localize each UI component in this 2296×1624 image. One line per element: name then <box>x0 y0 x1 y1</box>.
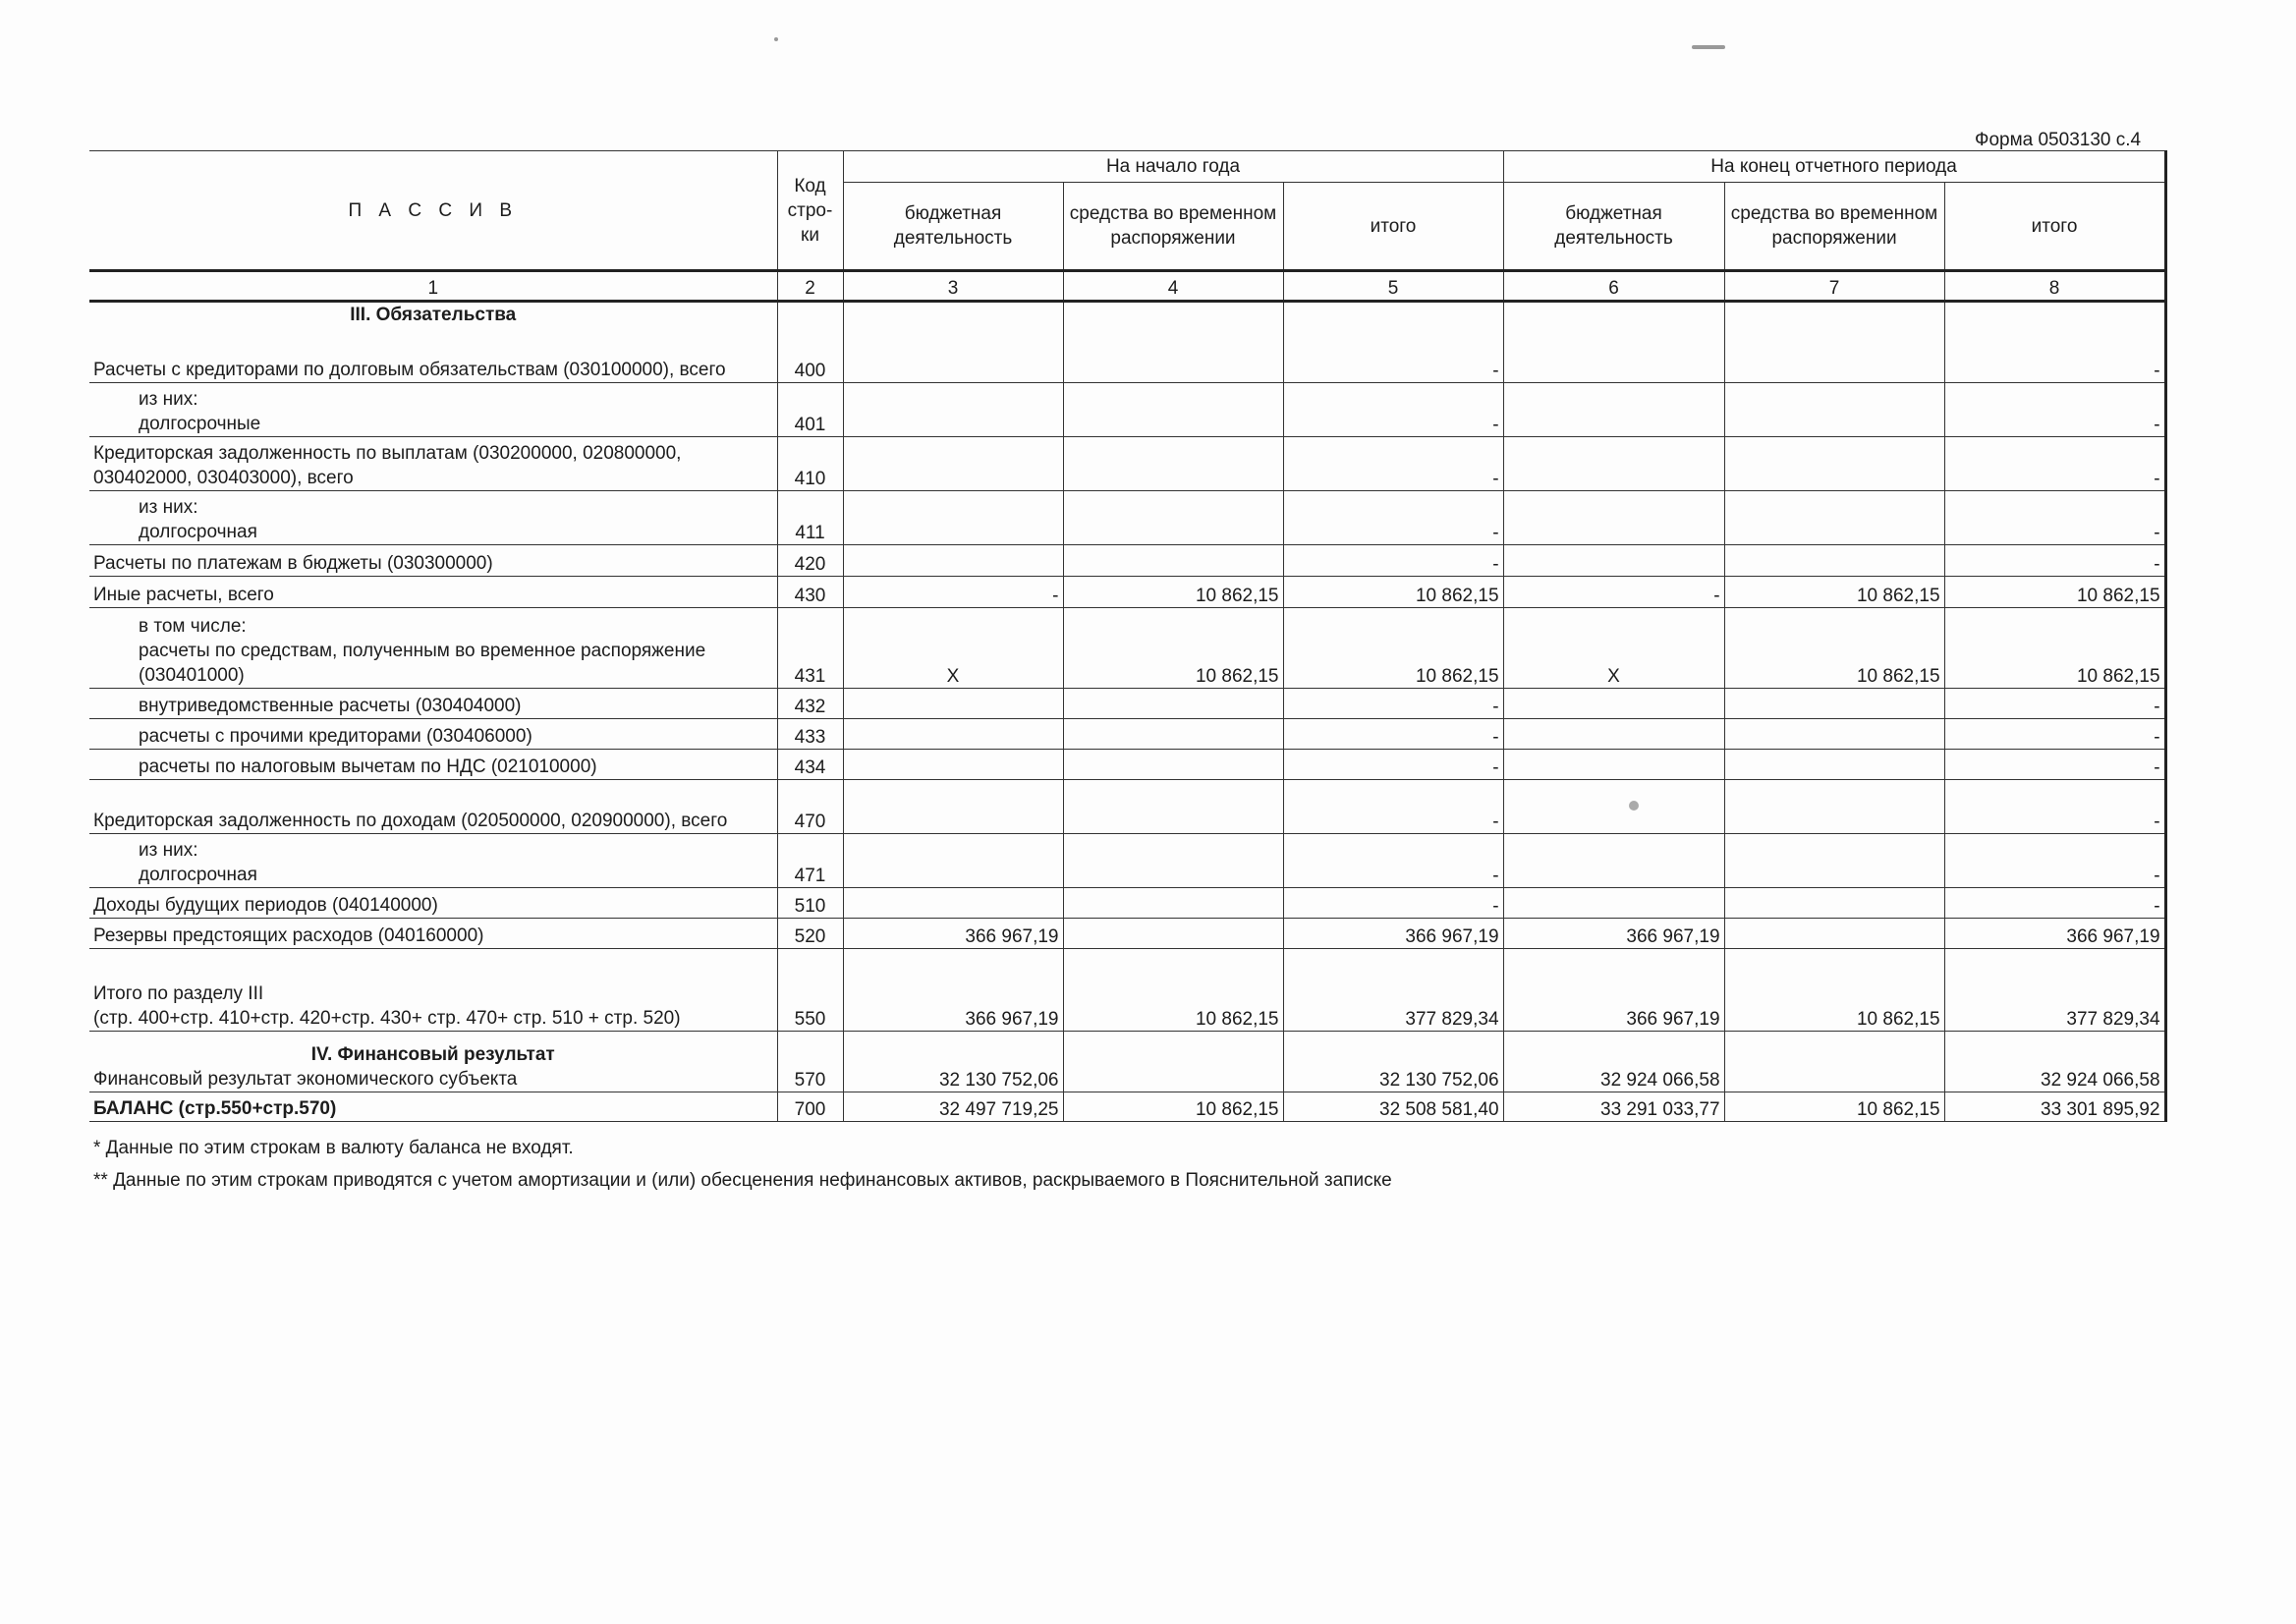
value-cell: 366 967,19 <box>843 948 1063 1031</box>
value-cell <box>1503 779 1724 833</box>
row-code: 510 <box>777 887 843 918</box>
balance-row <box>89 1092 2165 1121</box>
table-row <box>89 382 2165 436</box>
form-code: Форма 0503130 с.4 <box>1975 130 2142 150</box>
value-cell: - <box>1283 688 1503 718</box>
value-cell: 366 967,19 <box>1283 918 1503 948</box>
row-label: Иные расчеты, всего <box>89 576 777 607</box>
value-cell <box>1724 1031 1944 1092</box>
value-cell <box>1063 779 1283 833</box>
row-code: 400 <box>777 327 843 382</box>
value-cell: 10 862,15 <box>1063 607 1283 688</box>
value-cell: - <box>1283 490 1503 544</box>
row-label: Резервы предстоящих расходов (040160000) <box>89 918 777 948</box>
value-cell <box>1724 544 1944 576</box>
value-cell: - <box>1503 576 1724 607</box>
value-cell: - <box>1944 887 2165 918</box>
value-cell: 10 862,15 <box>1283 607 1503 688</box>
value-cell: 10 862,15 <box>1944 607 2165 688</box>
value-cell: - <box>1283 544 1503 576</box>
value-cell: 377 829,34 <box>1944 948 2165 1031</box>
table-row <box>89 327 2165 382</box>
value-cell <box>843 327 1063 382</box>
row-label: из них: долгосрочные <box>89 382 777 436</box>
value-cell: - <box>1944 779 2165 833</box>
footnote-2: ** Данные по этим строкам приводятся с учетом амортизации и (или) обесценения нефинансовых активов, раскрываемого в Пояснительной записке <box>93 1170 1392 1191</box>
row-label: из них: долгосрочная <box>89 490 777 544</box>
value-cell <box>843 382 1063 436</box>
value-cell: 10 862,15 <box>1063 948 1283 1031</box>
row-label: в том числе: расчеты по средствам, полученным во временное распоряжение (030401000) <box>89 607 777 688</box>
value-cell: - <box>1283 327 1503 382</box>
row-label: Расчеты с кредиторами по долговым обязательствам (030100000), всего <box>89 327 777 382</box>
row-label: внутриведомственные расчеты (030404000) <box>89 688 777 718</box>
value-cell: 32 130 752,06 <box>1283 1031 1503 1092</box>
table-row <box>89 718 2165 749</box>
value-cell: 33 301 895,92 <box>1944 1092 2165 1121</box>
table-row <box>89 607 2165 688</box>
row-label: БАЛАНС (стр.550+стр.570) <box>89 1092 777 1121</box>
table-row <box>89 688 2165 718</box>
value-cell: 10 862,15 <box>1724 948 1944 1031</box>
value-cell <box>1503 749 1724 779</box>
row-code: 410 <box>777 436 843 490</box>
value-cell: - <box>1944 833 2165 887</box>
value-cell <box>1063 833 1283 887</box>
table-row <box>89 544 2165 576</box>
value-cell: - <box>1283 749 1503 779</box>
value-cell: 366 967,19 <box>1944 918 2165 948</box>
value-cell <box>1724 749 1944 779</box>
section-3-header-row <box>89 302 2165 328</box>
row-label <box>89 1031 777 1092</box>
value-cell <box>1063 490 1283 544</box>
value-cell: 32 508 581,40 <box>1283 1092 1503 1121</box>
value-cell: 10 862,15 <box>1724 1092 1944 1121</box>
value-cell: X <box>1503 607 1724 688</box>
balance-liabilities-table <box>89 150 2167 1122</box>
row-code: 700 <box>777 1092 843 1121</box>
value-cell: - <box>1283 382 1503 436</box>
value-cell: - <box>1944 544 2165 576</box>
value-cell <box>1503 833 1724 887</box>
value-cell: 366 967,19 <box>843 918 1063 948</box>
value-cell: 33 291 033,77 <box>1503 1092 1724 1121</box>
value-cell <box>1724 918 1944 948</box>
value-cell: 10 862,15 <box>1063 1092 1283 1121</box>
row-code: 433 <box>777 718 843 749</box>
value-cell: - <box>1283 833 1503 887</box>
table-row <box>89 918 2165 948</box>
value-cell <box>1724 382 1944 436</box>
value-cell <box>1063 327 1283 382</box>
code-cell <box>777 302 843 328</box>
value-cell: - <box>1283 887 1503 918</box>
row-code: 550 <box>777 948 843 1031</box>
value-cell: 32 497 719,25 <box>843 1092 1063 1121</box>
column-number: 1 <box>89 271 777 302</box>
value-cell <box>1724 718 1944 749</box>
value-cell <box>1063 1031 1283 1092</box>
value-cell: 32 130 752,06 <box>843 1031 1063 1092</box>
value-cell <box>1063 887 1283 918</box>
value-cell <box>1503 436 1724 490</box>
row-code: 432 <box>777 688 843 718</box>
value-cell: - <box>1944 327 2165 382</box>
value-cell <box>843 779 1063 833</box>
row-code: 420 <box>777 544 843 576</box>
value-cell <box>1063 918 1283 948</box>
column-number: 8 <box>1944 271 2165 302</box>
value-cell: - <box>1944 436 2165 490</box>
column-number: 2 <box>777 271 843 302</box>
value-cell <box>843 544 1063 576</box>
value-cell <box>1944 302 2165 328</box>
value-cell: 32 924 066,58 <box>1944 1031 2165 1092</box>
value-cell <box>1503 688 1724 718</box>
value-cell: - <box>1944 490 2165 544</box>
row-code: 570 <box>777 1031 843 1092</box>
value-cell <box>843 887 1063 918</box>
scan-mark <box>1629 801 1639 811</box>
value-cell: 10 862,15 <box>1283 576 1503 607</box>
row-label: Расчеты по платежам в бюджеты (030300000) <box>89 544 777 576</box>
value-cell: - <box>1283 779 1503 833</box>
header-temp: средства во временном распоряжении <box>1724 183 1944 271</box>
total-label-line1: Итого по разделу III <box>93 982 264 1004</box>
value-cell <box>1724 688 1944 718</box>
value-cell <box>843 718 1063 749</box>
value-cell <box>843 302 1063 328</box>
row-code: 411 <box>777 490 843 544</box>
value-cell <box>1724 436 1944 490</box>
value-cell <box>1724 327 1944 382</box>
value-cell <box>1724 302 1944 328</box>
value-cell: - <box>1944 749 2165 779</box>
value-cell: 377 829,34 <box>1283 948 1503 1031</box>
column-numbers-row <box>89 271 2165 302</box>
total-label <box>89 948 777 1031</box>
header-temp: средства во временном распоряжении <box>1063 183 1283 271</box>
table-row <box>89 576 2165 607</box>
value-cell: - <box>1283 436 1503 490</box>
value-cell <box>1503 490 1724 544</box>
value-cell: - <box>1944 718 2165 749</box>
row-label: из них: долгосрочная <box>89 833 777 887</box>
header-code: Код стро- ки <box>777 151 843 271</box>
value-cell <box>1503 382 1724 436</box>
table-row <box>89 436 2165 490</box>
row-label: расчеты с прочими кредиторами (030406000) <box>89 718 777 749</box>
value-cell <box>1063 436 1283 490</box>
value-cell <box>1063 718 1283 749</box>
value-cell: 10 862,15 <box>1724 607 1944 688</box>
value-cell: 32 924 066,58 <box>1503 1031 1724 1092</box>
row-code: 520 <box>777 918 843 948</box>
row-code: 401 <box>777 382 843 436</box>
header-end-of-period: На конец отчетного периода <box>1503 151 2165 183</box>
row-code: 434 <box>777 749 843 779</box>
financial-result-row <box>89 1031 2165 1092</box>
row-code: 430 <box>777 576 843 607</box>
scan-mark <box>1692 45 1725 49</box>
value-cell <box>1503 327 1724 382</box>
value-cell <box>843 833 1063 887</box>
value-cell <box>1724 490 1944 544</box>
table-row <box>89 749 2165 779</box>
row-label: Доходы будущих периодов (040140000) <box>89 887 777 918</box>
header-budget: бюджетная деятельность <box>843 183 1063 271</box>
row-code: 470 <box>777 779 843 833</box>
value-cell <box>1724 779 1944 833</box>
value-cell: 10 862,15 <box>1724 576 1944 607</box>
section-title: IV. Финансовый результат <box>310 1043 555 1065</box>
row-code: 471 <box>777 833 843 887</box>
value-cell: 10 862,15 <box>1944 576 2165 607</box>
row-label: Кредиторская задолженность по доходам (020500000, 020900000), всего <box>89 779 777 833</box>
value-cell <box>843 749 1063 779</box>
scan-mark <box>774 37 778 41</box>
footnote-1: * Данные по этим строкам в валюту баланса не входят. <box>93 1138 574 1158</box>
header-total: итого <box>1944 183 2165 271</box>
value-cell: - <box>1944 688 2165 718</box>
row-label-text: Финансовый результат экономического субъекта <box>93 1068 518 1090</box>
header-total: итого <box>1283 183 1503 271</box>
table-row <box>89 779 2165 833</box>
value-cell <box>843 490 1063 544</box>
value-cell <box>1503 544 1724 576</box>
header-passiv: П А С С И В <box>89 151 777 271</box>
row-code: 431 <box>777 607 843 688</box>
header-start-of-year: На начало года <box>843 151 1503 183</box>
value-cell <box>1063 382 1283 436</box>
column-number: 3 <box>843 271 1063 302</box>
row-label: расчеты по налоговым вычетам по НДС (021010000) <box>89 749 777 779</box>
value-cell <box>1503 887 1724 918</box>
value-cell <box>1503 718 1724 749</box>
total-label-line2: (стр. 400+стр. 410+стр. 420+стр. 430+ стр. 470+ стр. 510 + стр. 520) <box>93 1007 681 1029</box>
value-cell: 366 967,19 <box>1503 918 1724 948</box>
value-cell <box>843 688 1063 718</box>
value-cell <box>1503 302 1724 328</box>
table-row <box>89 490 2165 544</box>
value-cell <box>1283 302 1503 328</box>
value-cell <box>1063 688 1283 718</box>
column-number: 4 <box>1063 271 1283 302</box>
column-number: 6 <box>1503 271 1724 302</box>
value-cell: - <box>1283 718 1503 749</box>
value-cell: 10 862,15 <box>1063 576 1283 607</box>
value-cell: - <box>843 576 1063 607</box>
column-number: 7 <box>1724 271 1944 302</box>
section-title: III. Обязательства <box>89 302 777 328</box>
section-3-total-row <box>89 948 2165 1031</box>
row-label: Кредиторская задолженность по выплатам (030200000, 020800000, 030402000, 030403000), всего <box>89 436 777 490</box>
table-row <box>89 833 2165 887</box>
value-cell: - <box>1944 382 2165 436</box>
table-row <box>89 887 2165 918</box>
value-cell <box>1724 887 1944 918</box>
value-cell <box>1063 544 1283 576</box>
value-cell: 366 967,19 <box>1503 948 1724 1031</box>
value-cell <box>1724 833 1944 887</box>
header-budget: бюджетная деятельность <box>1503 183 1724 271</box>
value-cell <box>1063 302 1283 328</box>
value-cell <box>843 436 1063 490</box>
value-cell <box>1063 749 1283 779</box>
value-cell: X <box>843 607 1063 688</box>
column-number: 5 <box>1283 271 1503 302</box>
